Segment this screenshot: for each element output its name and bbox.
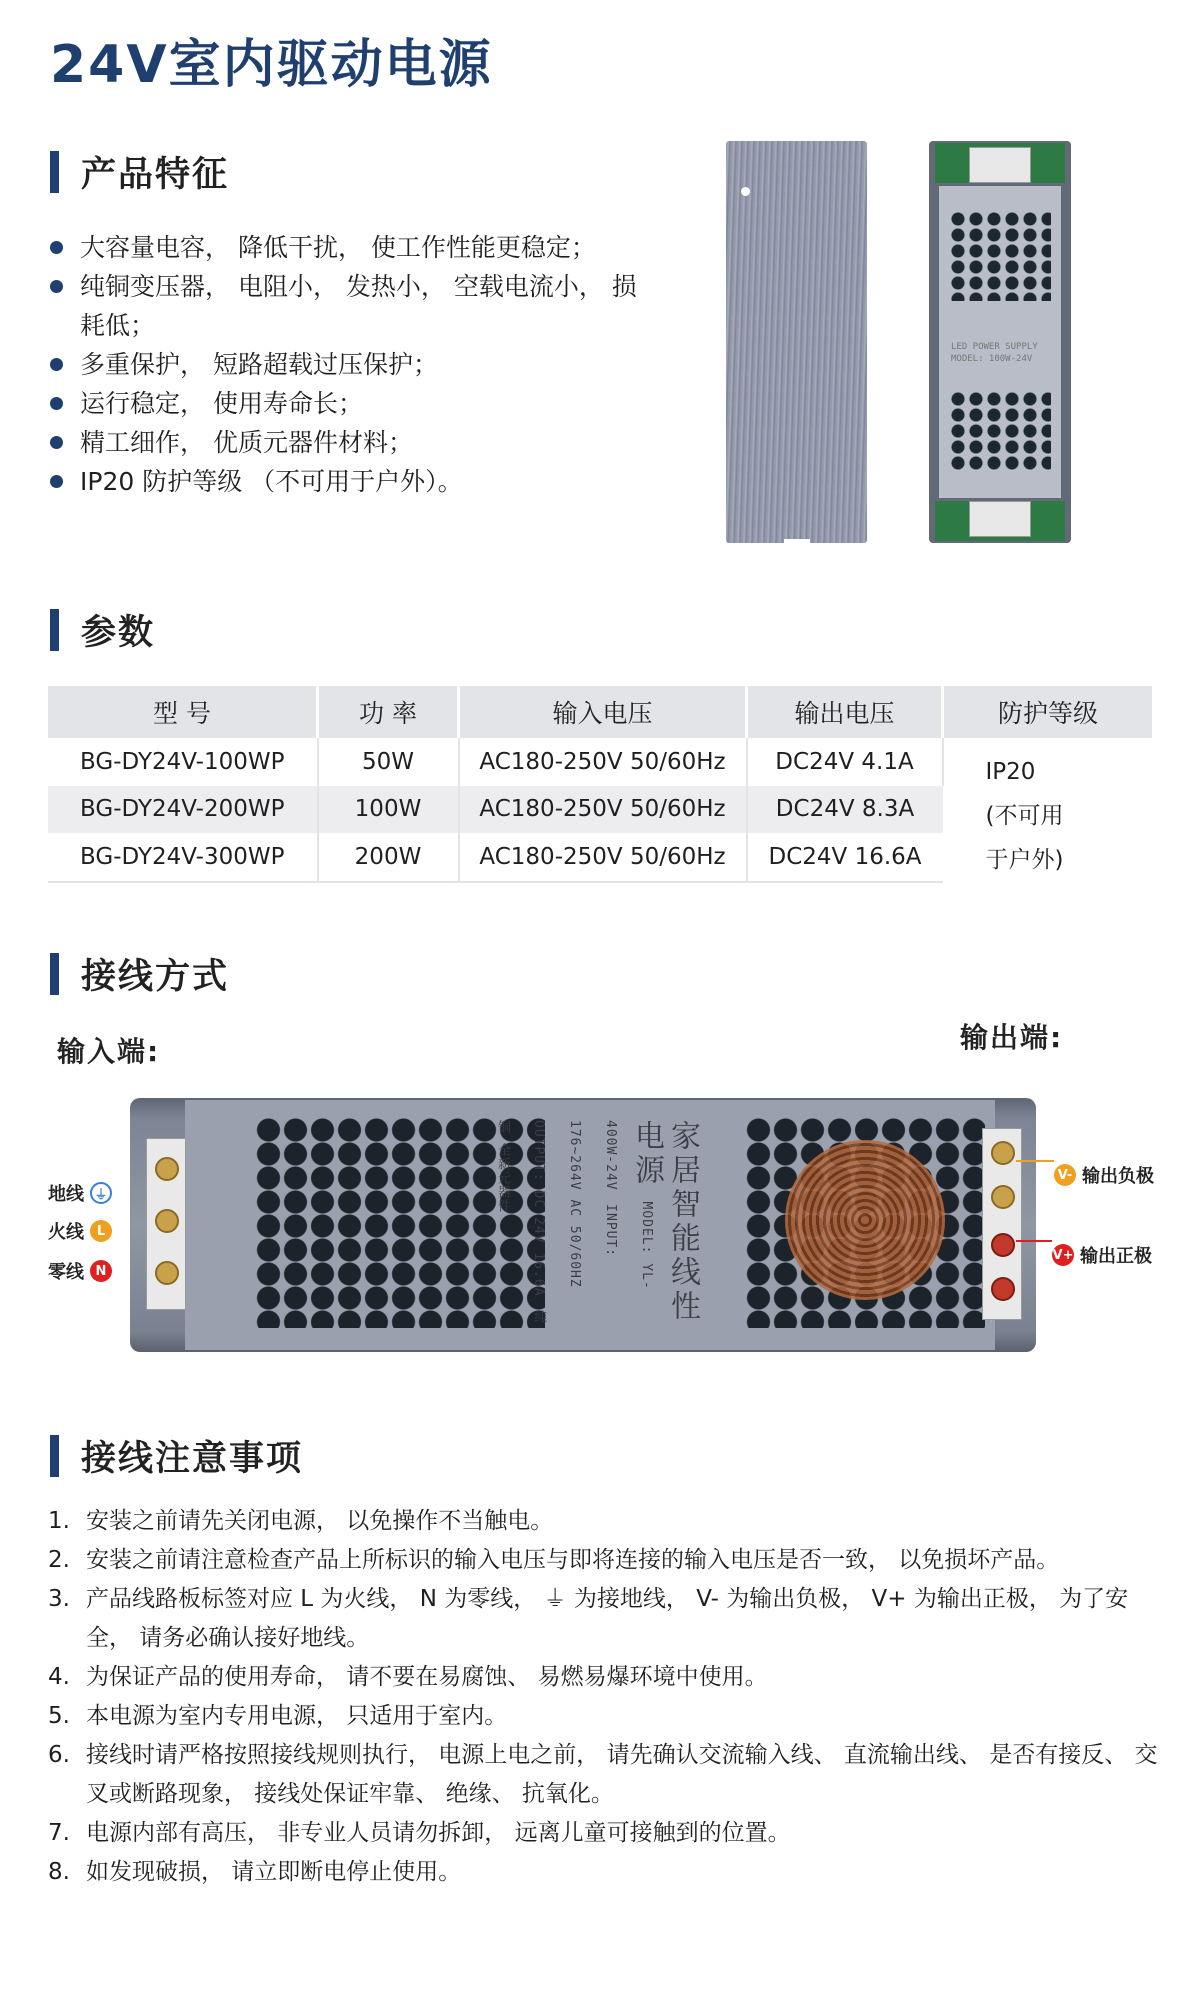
vpos-lead-line <box>1016 1240 1052 1242</box>
ps-brand: 家居智能线性电源 <box>629 1120 700 1324</box>
vent-grid-top <box>949 211 1051 301</box>
output-terminal <box>982 1128 1022 1320</box>
note-number: 4. <box>48 1664 70 1690</box>
cell-output: DC24V 8.3A <box>747 786 943 834</box>
header-protection: 防护等级 <box>943 686 1153 738</box>
transformer-coil <box>785 1140 945 1300</box>
note-item <box>48 1697 1158 1736</box>
notes-title: 接线注意事项 <box>81 1439 304 1479</box>
note-item <box>48 1502 1158 1541</box>
cell-power: 100W <box>318 786 459 834</box>
vent-grid-bottom <box>949 391 1051 471</box>
wiring-heading <box>50 952 229 996</box>
feature-item: 大容量电容， 降低干扰， 使工作性能更稳定； <box>48 228 638 267</box>
vpos-icon: V+ <box>1052 1244 1074 1266</box>
note-text: 安装之前请注意检查产品上所标识的输入电压与即将连接的输入电压是否一致， 以免损坏产品。 <box>86 1547 1060 1573</box>
ground-icon: ⏚ <box>90 1182 112 1204</box>
note-text: 电源内部有高压， 非专业人员请勿拆卸， 远离儿童可接触到的位置。 <box>86 1820 791 1846</box>
header-model: 型 号 <box>48 686 318 738</box>
power-supply-photo <box>130 1098 1036 1352</box>
neutral-text: 零线 <box>48 1262 84 1283</box>
note-item <box>48 1580 1158 1658</box>
note-number: 8. <box>48 1859 70 1885</box>
note-text: 本电源为室内专用电源， 只适用于室内。 <box>86 1703 508 1729</box>
ground-text: 地线 <box>48 1184 84 1205</box>
screw-vpos-2 <box>991 1277 1015 1301</box>
ps-output: OUTPUT: DC 24V 16.6A <box>531 1120 546 1297</box>
product-image-front <box>929 141 1071 543</box>
vneg-icon: V- <box>1054 1164 1076 1186</box>
ps-model: MODEL: YL-400W-24V <box>603 1120 654 1290</box>
cell-model: BG-DY24V-200WP <box>48 786 318 834</box>
note-number: 3. <box>48 1586 70 1612</box>
page-title: 24V室内驱动电源 <box>50 35 493 95</box>
live-label <box>48 1218 112 1244</box>
live-text: 火线 <box>48 1222 84 1243</box>
header-power: 功 率 <box>318 686 459 738</box>
spec-table <box>48 686 1152 883</box>
ground-label <box>48 1180 112 1206</box>
params-heading <box>50 608 155 652</box>
table-row <box>48 738 1152 786</box>
input-end-label: 输入端: <box>57 1035 161 1068</box>
terminal-block-bottom <box>969 501 1031 537</box>
live-icon: L <box>90 1220 112 1242</box>
output-end-label: 输出端: <box>960 1021 1064 1054</box>
cell-input: AC180-250V 50/60Hz <box>459 786 747 834</box>
features-list <box>48 228 638 501</box>
notes-heading <box>50 1434 303 1478</box>
input-terminal <box>146 1138 186 1310</box>
screw-vneg-1 <box>991 1141 1015 1165</box>
note-text: 为保证产品的使用寿命， 请不要在易腐蚀、 易燃易爆环境中使用。 <box>86 1664 768 1690</box>
ps-sub: 纯铜 全新元器件 <box>495 1120 546 1325</box>
screw-vpos-1 <box>991 1233 1015 1257</box>
cell-power: 200W <box>318 833 459 882</box>
note-number: 6. <box>48 1742 70 1768</box>
header-output: 输出电压 <box>747 686 943 738</box>
ps-face <box>185 1100 995 1350</box>
ps-printed-label <box>495 1120 700 1330</box>
heading-bar <box>50 953 59 995</box>
cell-model: BG-DY24V-300WP <box>48 833 318 882</box>
heading-bar <box>50 151 59 193</box>
feature-item: IP20 防护等级 （不可用于户外）。 <box>48 462 638 501</box>
screw-live <box>155 1209 179 1233</box>
note-text: 如发现破损， 请立即断电停止使用。 <box>86 1859 462 1885</box>
terminal-block-top <box>969 147 1031 183</box>
wiring-title: 接线方式 <box>81 957 230 997</box>
case-label-model: MODEL: 100W-24V <box>951 354 1033 364</box>
params-title: 参数 <box>81 613 156 653</box>
cell-model: BG-DY24V-100WP <box>48 738 318 786</box>
feature-item: 精工细作， 优质元器件材料； <box>48 423 638 462</box>
vneg-lead-line <box>1016 1160 1054 1162</box>
heading-bar <box>50 609 59 651</box>
output-positive-label <box>1052 1242 1152 1268</box>
neutral-label <box>48 1258 112 1284</box>
note-item <box>48 1658 1158 1697</box>
note-number: 2. <box>48 1547 70 1573</box>
note-item <box>48 1853 1158 1892</box>
cell-protection <box>943 738 1153 882</box>
note-text: 接线时请严格按照接线规则执行， 电源上电之前， 请先确认交流输入线、 直流输出线、 是否有接反、 交叉或断路现象， 接线处保证牢靠、 绝缘、 抗氧化。 <box>86 1742 1158 1807</box>
note-item <box>48 1736 1158 1814</box>
notes-list <box>48 1502 1158 1892</box>
note-item <box>48 1541 1158 1580</box>
cell-output: DC24V 16.6A <box>747 833 943 882</box>
neutral-icon: N <box>90 1260 112 1282</box>
feature-item: 纯铜变压器， 电阻小， 发热小， 空载电流小， 损耗低； <box>48 267 638 345</box>
output-negative-label <box>1054 1162 1154 1188</box>
output-positive-text: 输出正极 <box>1080 1246 1152 1267</box>
features-heading <box>50 150 229 194</box>
case-label-brand: LED POWER SUPPLY <box>951 342 1038 352</box>
mount-hole <box>741 187 750 196</box>
heading-bar <box>50 1435 59 1477</box>
note-number: 7. <box>48 1820 70 1846</box>
cell-power: 50W <box>318 738 459 786</box>
cell-input: AC180-250V 50/60Hz <box>459 738 747 786</box>
mount-notch <box>784 539 810 553</box>
case-label <box>951 341 1051 365</box>
header-input: 输入电压 <box>459 686 747 738</box>
features-title: 产品特征 <box>81 155 230 195</box>
protection-line: (不可用 <box>985 803 1064 829</box>
output-negative-text: 输出负极 <box>1082 1166 1154 1187</box>
cell-input: AC180-250V 50/60Hz <box>459 833 747 882</box>
note-text: 产品线路板标签对应 L 为火线， N 为零线， ⏚ 为接地线， V- 为输出负极， V+ 为输出正极， 为了安全， 请务必确认接好地线。 <box>86 1586 1129 1651</box>
cell-output: DC24V 4.1A <box>747 738 943 786</box>
protection-line: IP20 <box>985 759 1036 785</box>
ps-input: INPUT: 176~264V AC 50/60HZ <box>567 1120 618 1288</box>
table-header-row <box>48 686 1152 738</box>
note-number: 1. <box>48 1508 70 1534</box>
screw-neutral <box>155 1261 179 1285</box>
screw-vneg-2 <box>991 1185 1015 1209</box>
note-text: 安装之前请先关闭电源， 以免操作不当触电。 <box>86 1508 554 1534</box>
note-item <box>48 1814 1158 1853</box>
product-image-back <box>726 141 867 543</box>
feature-item: 运行稳定， 使用寿命长； <box>48 384 638 423</box>
screw-ground <box>155 1157 179 1181</box>
protection-line: 于户外) <box>985 847 1064 873</box>
feature-item: 多重保护， 短路超载过压保护； <box>48 345 638 384</box>
note-number: 5. <box>48 1703 70 1729</box>
